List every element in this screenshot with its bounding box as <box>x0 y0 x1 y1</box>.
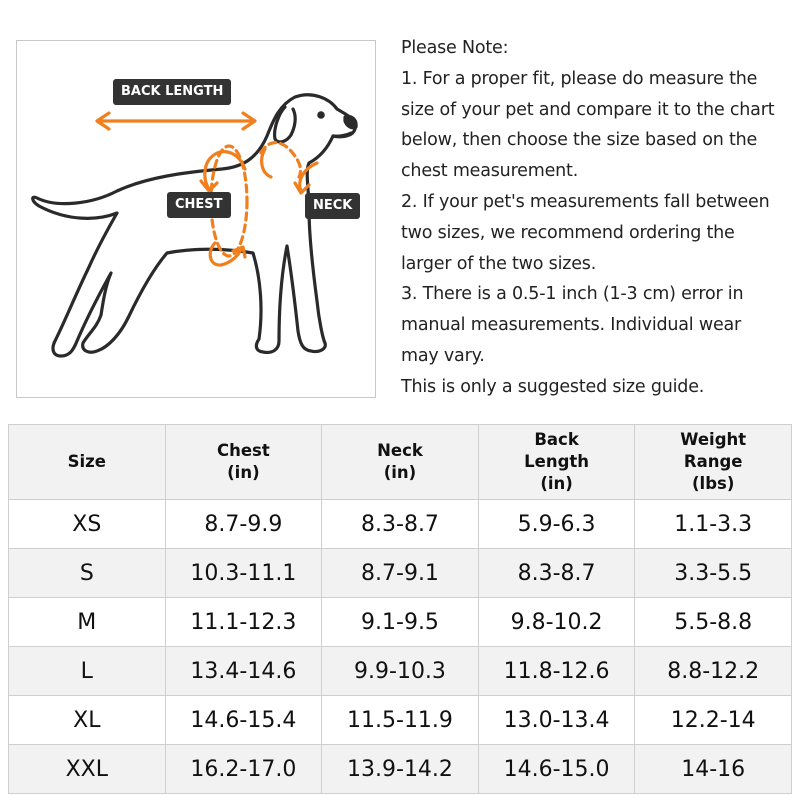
table-row <box>9 647 792 696</box>
table-cell: 13.4-14.6 <box>165 647 322 696</box>
table-cell: 13.0-13.4 <box>478 696 635 745</box>
table-cell: XS <box>9 500 166 549</box>
table-cell: 8.7-9.1 <box>322 549 479 598</box>
table-cell: 11.8-12.6 <box>478 647 635 696</box>
notes-line: two sizes, we recommend ordering the <box>401 222 735 243</box>
table-cell: 8.3-8.7 <box>478 549 635 598</box>
table-cell: 9.8-10.2 <box>478 598 635 647</box>
notes-line: larger of the two sizes. <box>401 253 597 274</box>
header-neck: Neck (in) <box>322 425 479 500</box>
table-cell: 5.9-6.3 <box>478 500 635 549</box>
notes-line: may vary. <box>401 345 485 366</box>
table-cell: 9.1-9.5 <box>322 598 479 647</box>
table-row <box>9 549 792 598</box>
table-cell: 13.9-14.2 <box>322 745 479 794</box>
table-row <box>9 745 792 794</box>
table-cell: 14.6-15.4 <box>165 696 322 745</box>
table-cell: M <box>9 598 166 647</box>
measurement-figure <box>16 40 376 398</box>
chest-label: CHEST <box>167 192 231 218</box>
notes-line: 2. If your pet's measurements fall between <box>401 191 770 212</box>
table-cell: 11.1-12.3 <box>165 598 322 647</box>
table-cell: XXL <box>9 745 166 794</box>
table-cell: 9.9-10.3 <box>322 647 479 696</box>
notes-line: Please Note: <box>401 38 509 58</box>
table-cell: 16.2-17.0 <box>165 745 322 794</box>
back-length-label: BACK LENGTH <box>113 79 231 105</box>
notes-line: 3. There is a 0.5-1 inch (1-3 cm) error in <box>401 284 744 305</box>
header-chest: Chest (in) <box>165 425 322 500</box>
notes-line: below, then choose the size based on the <box>401 130 758 151</box>
table-cell: 3.3-5.5 <box>635 549 792 598</box>
table-header-row <box>9 425 792 500</box>
table-cell: 14.6-15.0 <box>478 745 635 794</box>
table-row <box>9 598 792 647</box>
notes-line: chest measurement. <box>401 161 579 182</box>
table-cell: 11.5-11.9 <box>322 696 479 745</box>
table-row <box>9 696 792 745</box>
size-notes <box>401 33 796 403</box>
table-cell: 14-16 <box>635 745 792 794</box>
size-chart-table <box>8 424 792 794</box>
table-cell: 5.5-8.8 <box>635 598 792 647</box>
table-cell: L <box>9 647 166 696</box>
header-weight-range: Weight Range (lbs) <box>635 425 792 500</box>
table-row <box>9 500 792 549</box>
header-size: Size <box>9 425 166 500</box>
table-cell: S <box>9 549 166 598</box>
table-cell: 1.1-3.3 <box>635 500 792 549</box>
header-back-length: Back Length (in) <box>478 425 635 500</box>
table-cell: XL <box>9 696 166 745</box>
notes-line: 1. For a proper fit, please do measure the <box>401 68 758 89</box>
notes-line: This is only a suggested size guide. <box>401 376 705 397</box>
neck-label: NECK <box>305 193 360 219</box>
table-cell: 8.3-8.7 <box>322 500 479 549</box>
notes-line: manual measurements. Individual wear <box>401 315 742 336</box>
table-cell: 12.2-14 <box>635 696 792 745</box>
table-cell: 8.8-12.2 <box>635 647 792 696</box>
table-cell: 10.3-11.1 <box>165 549 322 598</box>
notes-line: size of your pet and compare it to the chart <box>401 99 775 120</box>
table-cell: 8.7-9.9 <box>165 500 322 549</box>
